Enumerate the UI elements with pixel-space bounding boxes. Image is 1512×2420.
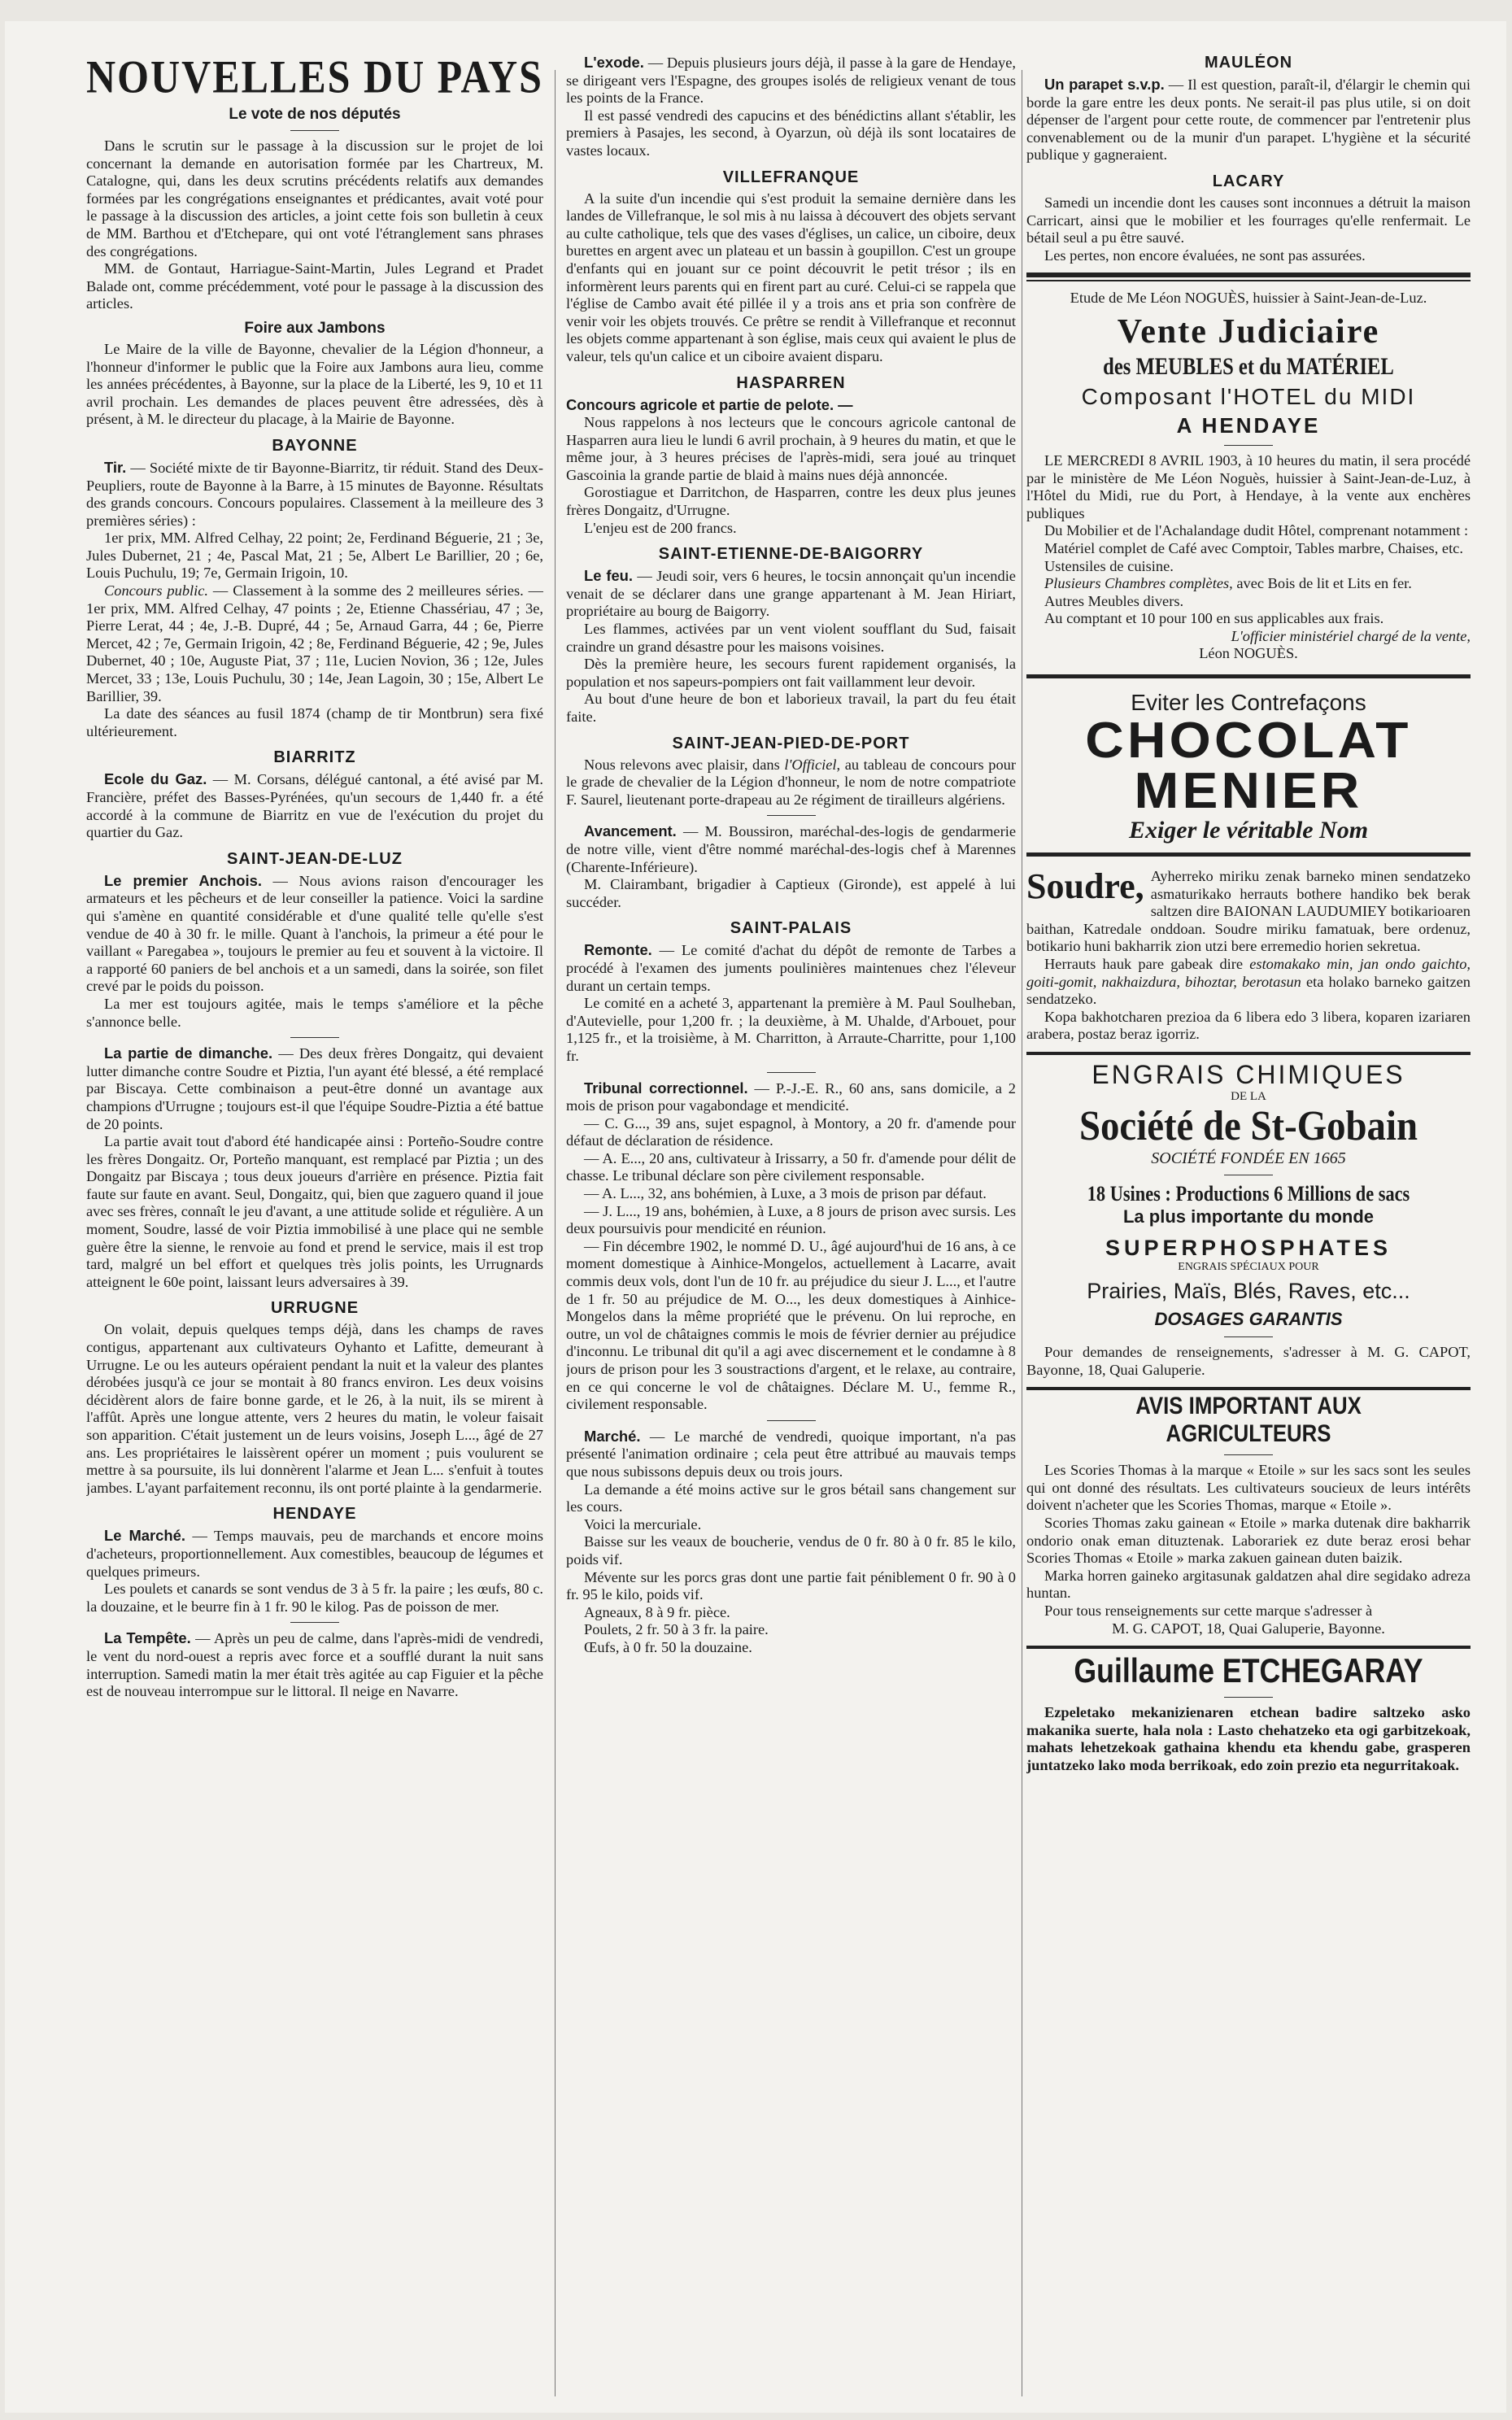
paragraph: Dès la première heure, les secours furent rapidement organisés, la population et nos sapeurs-pompiers ont fait vaillamment leur devoir.: [566, 656, 1016, 690]
article-lead: Avancement.: [584, 822, 677, 840]
paragraph: Au comptant et 10 pour 100 en sus applicables aux frais.: [1044, 610, 1384, 627]
paragraph: La date des séances au fusil 1874 (champ de tir Montbrun) sera fixé ultérieurement.: [86, 705, 543, 739]
paragraph: Les poulets et canards se sont vendus de 3 à 5 fr. la paire ; les œufs, 80 c. la douzaine, et le beurre fin à 1 fr. 90 le kilog. Pas de poisson de mer.: [86, 1581, 543, 1615]
paragraph: — Après un peu de calme, dans l'après-midi de vendredi, le vent du nord-ouest a repris avec force et a soufflé durant la nuit sans interruption. Samedi matin la mer était très agitée au cap Figuier et la pêche est de nouveau interrompue sur le littoral. Il neige en Navarre.: [86, 1630, 543, 1700]
paragraph: Œufs, à 0 fr. 50 la douzaine.: [584, 1638, 752, 1655]
section-title: Le vote de nos députés: [229, 106, 401, 123]
paragraph: On volait, depuis quelques temps déjà, dans les champs de raves contigus, appartenant aux cultivateurs Oyhanto et Lafitte, demeurant à Urrugne. Le ou les auteurs opéraient pendant la nuit et la valeur des plantes dérobées jusqu'à ce jour se montait à 80 francs environ. Les deux voisins décidèrent alors de faire bonne garde, et le 26, à la nuit, ils se mirent à l'affût. Après une longue attente, vers 2 heures du matin, le voleur faisait son apparition. C'était justement un de leurs voisins, Joseph L..., âgé de 27 ans. Les propriétaires le laissèrent opérer un moment ; puis voulurent se mettre à sa poursuite, ils lui donnèrent l'alarme et Jean L... s'enfuit à toutes jambes. L'ayant parfaitement reconnu, ils ont porté plainte à la gendarmerie.: [86, 1321, 543, 1496]
paragraph: — C. G..., 39 ans, sujet espagnol, à Montory, a 20 fr. d'amende pour défaut de déclaration de résidence.: [566, 1114, 1016, 1149]
article-lead: L'exode.: [584, 54, 644, 71]
paragraph: Le Maire de la ville de Bayonne, chevalier de la Légion d'honneur, a l'honneur d'informer le public que la Foire aux Jambons aura lieu, comme les années précédentes, à Bayonne, sur la place de la Liberté, les 9, 10 et 11 avril prochain. Les demandes de places peuvent être adressées, dès à présent, à M. le directeur du placage, à la Mairie de Bayonne.: [86, 340, 543, 428]
divider: [290, 130, 339, 131]
column-divider: [555, 70, 556, 2396]
newspaper-page: [5, 21, 1506, 2413]
section-title: Foire aux Jambons: [244, 319, 386, 337]
paragraph: Gorostiague et Darritchon, de Hasparren, contre les deux plus jeunes frères Dongaitz, d'Urrugne.: [566, 484, 1016, 519]
ad-small: DE LA: [1231, 1090, 1266, 1103]
paragraph: Au bout d'une heure de bon et laborieux travail, la part du feu était faite.: [566, 691, 1016, 725]
town-heading: BAYONNE: [272, 436, 358, 455]
paragraph: — Le comité d'achat du dépôt de remonte de Tarbes a procédé à l'examen des juments poulinières maintenues chez l'éleveur durant un certain temps.: [566, 942, 1016, 994]
separator-rule: [1026, 273, 1471, 277]
paragraph: Pour demandes de renseignements, s'adresser à M. G. CAPOT, Bayonne, 18, Quai Galuperie.: [1026, 1344, 1471, 1378]
paragraph: Nous rappelons à nos lecteurs que le concours agricole cantonal de Hasparren aura lieu le lundi 6 avril prochain, à 9 heures du matin, et que le même jour, à 3 heures précises de l'après-midi, sera joué au trinquet Gascoinia la grande partie de blaid à mains nues déjà annoncée.: [566, 414, 1016, 483]
ad-heading: 18 Usines : Productions 6 Millions de sacs: [1087, 1182, 1410, 1206]
paragraph: — A. E..., 20 ans, cultivateur à Irissarry, a 50 fr. d'amende pour délit de chasse. Le tribunal déclare son père civilement responsable.: [566, 1149, 1016, 1184]
town-heading: HASPARREN: [736, 373, 846, 392]
ad-heading: Prairies, Maïs, Blés, Raves, etc...: [1087, 1279, 1410, 1303]
ad-soudre: [1026, 868, 1471, 1044]
paragraph: — Nous avions raison d'encourager les armateurs et les pêcheurs et de leur conseiller la patience. Voici la sardine qui s'amène en quantité considérable et d'une qualité telle qu'elle s'est vendue de 40 à 30 fr. le mille. Quant à l'anchois, la primeur a été pour le vaillant « Paregabea », toujours le premier au feu et souvent à la victoire. Il a rapporté 60 paniers de bel anchois et a un samedi, dans la soirée, son filet crevé par le poids du poisson.: [86, 872, 543, 995]
paragraph: Dans le scrutin sur le passage à la discussion sur le projet de loi concernant la demande en autorisation formée par les Chartreux, M. Catalogne, qui, dans les deux scrutins précédents relatifs aux demandes formées par les congrégations enseignantes et prédicantes, avait voté pour le passage à la discussion des articles, a joint cette fois son bulletin à ceux de MM. Barthou et d'Etchepare, qui ont voté l'étranglement sans phrases des congrégations.: [86, 137, 543, 259]
ad-vente-judiciaire: [1026, 290, 1471, 663]
paragraph: LE MERCREDI 8 AVRIL 1903, à 10 heures du matin, il sera procédé par le ministère de Me Léon Noguès, huissier à Saint-Jean-de-Luz, à l'Hôtel du Midi, rue du Port, à Hendaye, à la vente aux enchères publiques: [1026, 451, 1471, 521]
article-lead: Ecole du Gaz.: [104, 770, 207, 788]
town-heading: LACARY: [1212, 172, 1285, 190]
ad-brand: Société de St-Gobain: [1079, 1103, 1418, 1149]
paragraph: Scories Thomas zaku gainean « Etoile » marka dutenak dire bakharrik ondorio onak eman dituztenak. Laborariek ez dute beraz erosi behar Scories Thomas « Etoile » marka zakuen gainean duten baizik.: [1026, 1514, 1471, 1567]
paragraph: — J. L..., 19 ans, bohémien, à Luxe, a 8 jours de prison avec sursis. Les deux poursuivis pour mendicité en réunion.: [566, 1202, 1016, 1237]
paragraph: — M. Boussiron, maréchal-des-logis de gendarmerie de notre ville, vient d'être nommé maréchal-des-logis chef à Marennes (Charente-Inférieure).: [566, 823, 1016, 875]
ad-small: ENGRAIS SPÉCIAUX POUR: [1178, 1261, 1319, 1273]
paragraph: — M. Corsans, délégué cantonal, a été avisé par M. Francière, préfet des Basses-Pyrénées, qu'un secours de 1,440 fr. a été accordé à la commune de Biarritz en vue de l'exécution du projet du quartier du Gaz.: [86, 771, 543, 841]
paragraph: — Depuis plusieurs jours déjà, il passe à la gare de Hendaye, se dirigeant vers l'Espagne, des groupes isolés de religieux venant de tous les points de la France.: [566, 55, 1016, 107]
ad-brand: MENIER: [1134, 763, 1363, 820]
town-heading: MAULÉON: [1204, 54, 1293, 72]
ad-heading: La plus importante du monde: [1122, 1206, 1374, 1227]
article-lead: Le Marché.: [104, 1527, 185, 1545]
article-lead: La Tempête.: [104, 1629, 191, 1647]
separator-rule: [1026, 280, 1471, 281]
ad-etchegaray: [1026, 1651, 1471, 1774]
signature-name: Léon NOGUÈS.: [1199, 645, 1298, 662]
signature: L'officier ministériel chargé de la vente,: [1231, 627, 1471, 644]
article-lead: Concours public.: [104, 582, 208, 600]
divider: [767, 1420, 816, 1421]
town-heading: VILLEFRANQUE: [722, 168, 860, 186]
article-lead: Tir.: [104, 458, 127, 476]
article-lead: Concours agricole et partie de pelote. —: [566, 395, 853, 413]
town-heading: HENDAYE: [272, 1505, 357, 1524]
ad-tagline: Exiger le véritable Nom: [1128, 817, 1369, 844]
town-heading: SAINT-JEAN-PIED-DE-PORT: [672, 734, 910, 752]
column-2: [566, 54, 1016, 1657]
paragraph: Marka horren gaineko argitasunak galdatzen ahal dire segidako adreza huntan.: [1026, 1567, 1471, 1602]
paragraph: Baisse sur les veaux de boucherie, vendus de 0 fr. 80 à 0 fr. 85 le kilo, poids vif.: [566, 1533, 1016, 1568]
paragraph: Il est passé vendredi des capucins et des bénédictins allant s'établir, les premiers à Pasajes, les second, à Oyarzun, où déjà ils sont locataires de vastes locaux.: [566, 107, 1016, 159]
paragraph: Plusieurs Chambres complètes,: [1044, 575, 1233, 592]
paragraph: L'enjeu est de 200 francs.: [584, 519, 737, 536]
ad-heading: AVIS IMPORTANT AUX AGRICULTEURS: [1135, 1393, 1362, 1448]
article-lead: Remonte.: [584, 941, 652, 959]
ad-subtitle: des MEUBLES et du MATÉRIEL: [1103, 352, 1394, 380]
newspaper-name: l'Officiel: [784, 756, 837, 773]
paragraph: Du Mobilier et de l'Achalandage dudit Hôtel, comprenant notamment :: [1044, 522, 1469, 539]
paragraph: Ustensiles de cuisine.: [1044, 557, 1174, 574]
etude-line: Etude de Me Léon NOGUÈS, huissier à Saint-Jean-de-Luz.: [1070, 290, 1427, 307]
divider: [290, 1622, 339, 1623]
article-lead: Tribunal correctionnel.: [584, 1079, 748, 1097]
paragraph: eta holako barneko gaitzen sendatzeko.: [1026, 973, 1471, 1008]
paragraph: Ayherreko miriku zenak barneko minen sendatzeko asmaturikako herrauts bothere handiko bek berak saltzen dire BAIONAN LAUDUMIEY botikarioaren baithan, Katredale onddoan. Soudre miriku famatuak, bere ordenuz, botikario huni bakharrik zion utzi bere erremedio horien sekretua.: [1026, 868, 1471, 955]
divider: [290, 1037, 339, 1038]
paragraph: La mer est toujours agitée, mais le temps s'améliore et la pêche s'annonce belle.: [86, 995, 543, 1030]
divider: [1224, 1697, 1273, 1698]
paragraph: avec Bois de lit et Lits en fer.: [1232, 575, 1412, 592]
paragraph: — Classement à la somme des 2 meilleures séries. — 1er prix, MM. Alfred Celhay, 47 points ; 2e, Etienne Chassériau, 47 ; 3e, Pierre Lerat, 44 ; 4e, J.-B. Dupré, 44 ; 5e, Arnaud Garra, 44 ; 6e, Pierre Mercet, 42 ; 7e, Germain Irigoin, 42 ; 8e, Ferdinand Béguerie, 42 ; 9e, Jules Dubernet, 40 ; 10e, Auguste Piat, 37 ; 11e, Lucien Novion, 36 ; 12e, Jules Mercet, 33 ; 13e, Louis Puchulu, 30 ; 14e, Jean Lagoin, 30 ; 15e, Albert Le Barillier, 39.: [86, 582, 543, 704]
paragraph: 1er prix, MM. Alfred Celhay, 22 point; 2e, Ferdinand Béguerie, 21 ; 3e, Jules Dubernet, 21 ; 4e, Pascal Mat, 21 ; 5e, Albert Le Barillier, 20 ; 6e, Louis Puchulu, 19; 7e, Germain Irigoin, 10.: [86, 530, 543, 582]
paragraph: , au tableau de concours pour le grade de chevalier de la Légion d'honneur, le nom de notre compatriote F. Saurel, lieutenant porte-drapeau au 2e régiment de tirailleurs algériens.: [566, 756, 1016, 808]
town-heading: BIARRITZ: [273, 748, 356, 767]
article-lead: La partie de dimanche.: [104, 1044, 273, 1062]
ad-heading: DOSAGES GARANTIS: [1154, 1309, 1343, 1329]
ad-brand: CHOCOLAT: [1085, 713, 1412, 770]
divider: [767, 815, 816, 816]
ad-title: Vente Judiciaire: [1117, 312, 1380, 351]
ad-chocolat-menier: [1026, 674, 1471, 857]
paragraph: — Société mixte de tir Bayonne-Biarritz, tir réduit. Stand des Deux-Peupliers, route de Bayonne à la Barre, à 15 minutes de Bayonne. Résultats des grands concours. Concours populaires. Classement à la meilleure des 3 premières séries) :: [86, 459, 543, 529]
paragraph: Agneaux, 8 à 9 fr. pièce.: [584, 1603, 730, 1620]
divider: [1224, 1336, 1273, 1337]
paragraph: — A. L..., 32, ans bohémien, à Luxe, a 3 mois de prison par défaut.: [584, 1185, 987, 1202]
paragraph: Matériel complet de Café avec Comptoir, Tables marbre, Chaises, etc.: [1044, 539, 1463, 556]
paragraph: MM. de Gontaut, Harriague-Saint-Martin, Jules Legrand et Pradet Balade ont, comme précédemment, voté pour le passage à la discussion des articles.: [86, 260, 543, 312]
divider: [1224, 1454, 1273, 1455]
paragraph: Le comité en a acheté 3, appartenant la première à M. Paul Soulheban, d'Autevielle, pour 1,200 fr. ; la deuxième, à M. Uhalde, d'Arbouet, pour 1,125 fr., et la troisième, à M. Charritton, à Arraute-Charritte, pour 1,100 fr.: [566, 995, 1016, 1064]
paragraph: Les Scories Thomas à la marque « Etoile » sur les sacs sont les seules qui ont donné des résultats. Les cultivateurs soucieux de leurs intérêts doivent n'acheter que les Scories Thomas, marque « Etoile ».: [1026, 1462, 1471, 1514]
paragraph: La demande a été moins active sur le gros bétail sans changement sur les cours.: [566, 1480, 1016, 1515]
divider: [767, 1072, 816, 1073]
article-lead: Le premier Anchois.: [104, 871, 262, 889]
article-lead: Un parapet s.v.p.: [1044, 76, 1165, 93]
ad-saint-gobain: [1026, 1060, 1471, 1379]
article-lead: Le feu.: [584, 567, 634, 585]
paragraph: — Temps mauvais, peu de marchands et encore moins d'acheteurs, proportionnellement. Aux comestibles, beaucoup de légumes et quelques primeurs.: [86, 1528, 543, 1580]
paragraph: — Jeudi soir, vers 6 heures, le tocsin annonçait qu'un incendie venait de se déclarer dans une grange appartenant à M. Jean Hiriart, propriétaire au bourg de Baigorry.: [566, 568, 1016, 620]
article-lead: Marché.: [584, 1427, 641, 1445]
paragraph: Nous relevons avec plaisir, dans: [584, 756, 785, 773]
paragraph: — Fin décembre 1902, le nommé D. U., âgé aujourd'hui de 16 ans, à ce moment domestique à Ainhice-Mongelos, actuellement à Lacarre, avait commis deux vols, dont l'un de 10 fr. au préjudice du sieur J. L..., et l'autre de 1 fr. 50 au préjudice de M. O..., les deux domestiques à Ainhice-Mongelos dans la même propriété que le prévenu. On lui reproche, en outre, un vol de châtaignes commis le mois de février dernier au préjudice d'inconnu. Le tribunal dit qu'il a agi avec discernement et le condamne à 8 jours de prison pour les 3 soustractions d'argent, et le relaxe, au contraire, en ce qui concerne le vol de châtaignes. Déclare M. U., femme R., civilement responsable.: [566, 1237, 1016, 1413]
ad-small: SOCIÉTÉ FONDÉE EN 1665: [1151, 1149, 1346, 1167]
paragraph: Les pertes, non encore évaluées, ne sont pas assurées.: [1044, 246, 1366, 264]
separator-rule: [1026, 1646, 1471, 1649]
paragraph: Herrauts hauk pare gabeak dire: [1044, 956, 1250, 973]
paragraph: Les flammes, activées par un vent violent soufflant du Sud, faisait craindre un grand désastre pour les maisons voisines.: [566, 621, 1016, 655]
ad-heading: SUPERPHOSPHATES: [1105, 1236, 1392, 1260]
paragraph: Pour tous renseignements sur cette marque s'adresser à: [1044, 1602, 1373, 1619]
column-1: [86, 54, 543, 1701]
paragraph: M. Clairambant, brigadier à Captieux (Gironde), est appelé à lui succéder.: [566, 876, 1016, 910]
ad-subtitle: Composant l'HOTEL du MIDI: [1081, 383, 1416, 409]
ad-heading: ENGRAIS CHIMIQUES: [1092, 1060, 1405, 1089]
paragraph: Voici la mercuriale.: [584, 1515, 702, 1533]
ad-brand: Guillaume ETCHEGARAY: [1074, 1651, 1423, 1690]
paragraph: A la suite d'un incendie qui s'est produit la semaine dernière dans les landes de Villefranque, le sol mis à nu laissa à découvert des objets servant au culte catholique, tels que des vases d'églises, un calice, un ciboire, deux burettes en argent avec un plateau et un bassin à goupillon. C'est un groupe d'enfants qui en jouant sur ce point découvrit le petit trésor ; ils en informèrent leurs parents qui en firent part au curé. Celui-ci se rappela que l'église de Cambo avait été pillée il y a trois ans et pria son confrère de venir voir les objets trouvés. Ce prêtre se rendit à Villefranque et reconnut les objets comme appartenant à son église, mais ceux qui avaient le plus de valeur, tels qu'un calice et un ciboire avaient disparu.: [566, 190, 1016, 364]
town-heading: SAINT-PALAIS: [730, 919, 852, 938]
ad-brand: Soudre,: [1026, 868, 1144, 907]
masthead-title: NOUVELLES DU PAYS: [86, 54, 543, 103]
town-heading: SAINT-ETIENNE-DE-BAIGORRY: [658, 545, 924, 564]
paragraph: M. G. CAPOT, 18, Quai Galuperie, Bayonne.: [1112, 1620, 1385, 1637]
paragraph: estomakako min, jan ondo gaichto, goiti-gomit, nakhaizdura, bihoztar, berotasun: [1026, 956, 1471, 990]
town-heading: SAINT-JEAN-DE-LUZ: [227, 849, 403, 868]
ad-location: A HENDAYE: [1176, 412, 1321, 438]
paragraph: Kopa bakhotcharen prezioa da 6 libera edo 3 libera, koparen izariaren arabera, postaz beraz igorriz.: [1026, 1008, 1471, 1043]
separator-rule: [1026, 1387, 1471, 1390]
ad-scories-thomas: [1026, 1393, 1471, 1637]
paragraph: La partie avait tout d'abord été handicapée ainsi : Porteño-Soudre contre les frères Dongaitz. Or, Porteño manquant, est remplacé par Piztia ; un des Dongaitz par Biscaya ; tous deux joueurs d'arrière en présence. Piztia fait faute sur faute en avant. Seul, Dongaitz, qui, bien que zaguero quand il joue avec ses frères, connaît le jeu d'avant, a une attitude solide et régulière. A un moment, Soudre, lassé de voir Piztia immobilisé à une place qui ne semble guère être la sienne, le renvoie au fond et prend le service, mais il est trop tard, malgré un bel effort et quelques très jolis points, les Urrugnards atteignent le 60e point, laissant leurs adversaires à 39.: [86, 1133, 543, 1290]
paragraph: — P.-J.-E. R., 60 ans, sans domicile, a 2 mois de prison pour vagabondage et mendicité.: [566, 1079, 1016, 1114]
paragraph: Samedi un incendie dont les causes sont inconnues a détruit la maison Carricart, ainsi que le mobilier et les fourrages qu'elle renfermait. Le bétail seul a pu être sauvé.: [1026, 194, 1471, 246]
paragraph: — Le marché de vendredi, quoique important, n'a pas présenté l'animation ordinaire ; cela peut être attribué au mauvais temps que nous subissons depuis deux ou trois jours.: [566, 1428, 1016, 1480]
paragraph: Autres Meubles divers.: [1044, 592, 1184, 609]
divider: [1224, 445, 1273, 446]
paragraph: Ezpeletako mekanizienaren etchean badire saltzeko asko makanika suerte, hala nola : Lasto chehatzeko eta ogi garbitzekoak, mahats lehetzekoak gathaina khendu eta khendu gabe, grasperen juntatzeko lako moda berrikoak, edo zoin prezio eta negurritakoak.: [1026, 1704, 1471, 1773]
town-heading: URRUGNE: [270, 1299, 359, 1318]
paragraph: Poulets, 2 fr. 50 à 3 fr. la paire.: [584, 1621, 769, 1638]
separator-rule: [1026, 1052, 1471, 1055]
column-3: [1026, 54, 1471, 1775]
paragraph: — Des deux frères Dongaitz, qui devaient lutter dimanche contre Soudre et Piztia, l'un ayant été blessé, a été remplacé par Biscaya. Cette combinaison a peut-être donné un avantage aux champions d'Urrugne ; toujours est-il que l'équipe Soudre-Piztia a été battue de 20 points.: [86, 1045, 543, 1132]
ad-tagline: Eviter les Contrefaçons: [1131, 690, 1366, 716]
paragraph: Mévente sur les porcs gras dont une partie fait péniblement 0 fr. 90 à 0 fr. 95 le kilo, poids vif.: [566, 1568, 1016, 1603]
paragraph: — Il est question, paraît-il, d'élargir le chemin qui borde la gare entre les deux ponts. Ne serait-il pas plus utile, si on doit dépenser de l'argent pour cette route, de commencer par l'entretenir plus convenablement ou de la munir d'un parapet. L'hygiène et la sécurité publique y gagneraient.: [1026, 76, 1471, 164]
